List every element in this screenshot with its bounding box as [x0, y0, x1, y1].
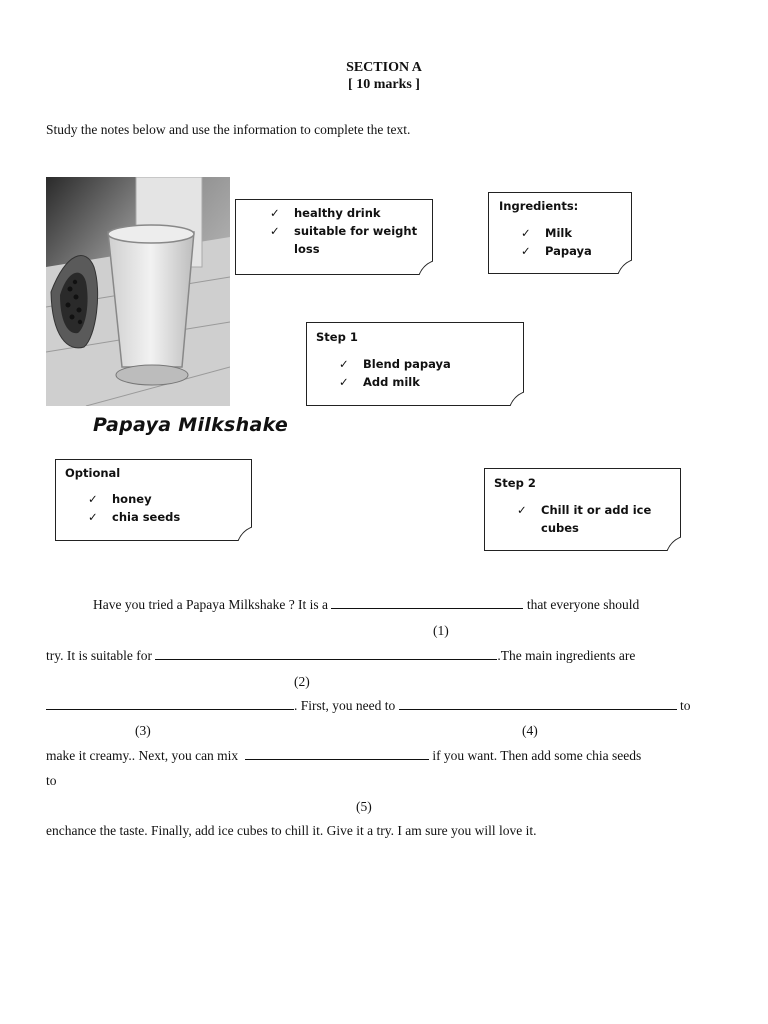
checkmark-icon: ✓ — [270, 206, 280, 220]
note-item: loss — [294, 242, 320, 256]
note-item: ✓ chia seeds — [88, 510, 181, 524]
checkmark-icon: ✓ — [521, 244, 531, 258]
page-curl-icon — [667, 537, 681, 551]
milkshake-photo — [46, 177, 230, 406]
blank-number-1: (1) — [433, 623, 449, 638]
note-title: Optional — [65, 466, 121, 480]
instructions: Study the notes below and use the information to complete the text. — [46, 122, 411, 137]
page-curl-icon — [618, 260, 632, 274]
passage-line-2: try. It is suitable for .The main ingredients are — [46, 648, 636, 663]
note-item: ✓ Milk — [521, 226, 572, 240]
note-item: cubes — [541, 521, 579, 535]
blank-number-3: (3) — [135, 723, 151, 738]
note-item: ✓ Chill it or add ice — [517, 503, 652, 517]
note-optional — [55, 459, 252, 541]
passage-line-4-cont: to — [46, 773, 57, 788]
blank-number-2: (2) — [294, 674, 310, 689]
note-item: ✓ healthy drink — [270, 206, 381, 220]
note-item: ✓ suitable for weight — [270, 224, 418, 238]
note-title: Step 1 — [316, 330, 358, 344]
checkmark-icon: ✓ — [88, 510, 98, 524]
checkmark-icon: ✓ — [521, 226, 531, 240]
checkmark-icon: ✓ — [339, 375, 349, 389]
page-curl-icon — [419, 261, 433, 275]
note-item: ✓ honey — [88, 492, 152, 506]
marks-label: [ 10 marks ] — [348, 77, 420, 92]
answer-blank-5[interactable] — [245, 748, 429, 760]
answer-blank-4[interactable] — [399, 698, 677, 710]
note-item: ✓ Papaya — [521, 244, 592, 258]
checkmark-icon: ✓ — [517, 503, 527, 517]
image-caption: Papaya Milkshake — [93, 414, 289, 436]
page-curl-icon — [238, 527, 252, 541]
page-curl-icon — [510, 392, 524, 406]
note-step-1 — [306, 322, 524, 406]
section-title: SECTION A — [346, 60, 422, 75]
blank-number-4: (4) — [522, 723, 538, 738]
answer-blank-3[interactable] — [46, 698, 294, 710]
passage-line-3: . First, you need to to — [46, 698, 691, 714]
note-ingredients — [488, 192, 632, 274]
passage-line-4: make it creamy.. Next, you can mix if you want. Then add some chia seeds — [46, 748, 642, 763]
note-title: Ingredients: — [499, 199, 579, 213]
answer-blank-1[interactable] — [331, 597, 523, 609]
blank-number-5: (5) — [356, 799, 372, 814]
note-title: Step 2 — [494, 476, 536, 490]
answer-blank-2[interactable] — [155, 648, 497, 660]
note-item: ✓ Add milk — [339, 375, 420, 389]
passage-line-5: enchance the taste. Finally, add ice cubes to chill it. Give it a try. I am sure you will love it. — [46, 823, 537, 838]
note-item: ✓ Blend papaya — [339, 357, 451, 371]
checkmark-icon: ✓ — [88, 492, 98, 506]
checkmark-icon: ✓ — [270, 224, 280, 238]
passage-line-1: Have you tried a Papaya Milkshake ? It is a that everyone should — [93, 597, 640, 612]
checkmark-icon: ✓ — [339, 357, 349, 371]
note-step-2 — [484, 468, 681, 551]
note-benefits — [235, 199, 433, 275]
